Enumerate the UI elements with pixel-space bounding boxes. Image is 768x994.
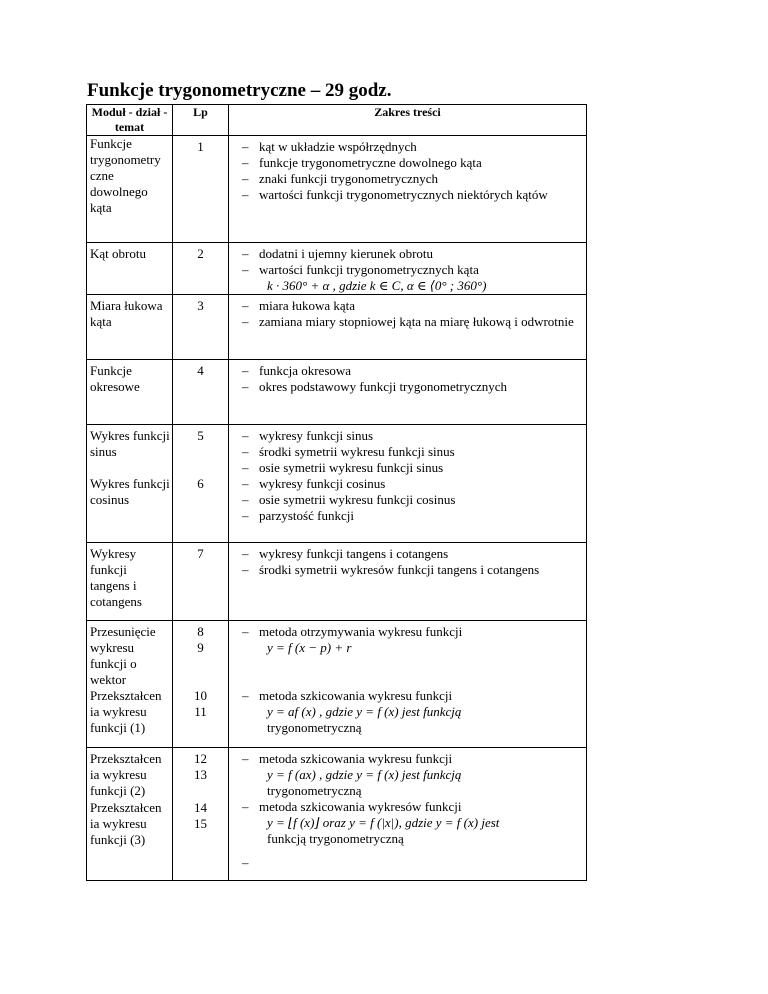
list-item: – funkcje trygonometryczne dowolnego kąta	[229, 155, 586, 171]
list-item: – wartości funkcji trygonometrycznych niektórych kątów	[229, 187, 586, 203]
scope-cell	[229, 621, 587, 748]
list-item: – metoda szkicowania wykresu funkcji y = f (ax) , gdzie y = f (x) jest funkcją trygonometryczną	[229, 751, 586, 799]
list-item: – parzystość funkcji	[229, 508, 586, 524]
topic-cell: Miara łukowa kąta	[87, 295, 173, 360]
formula: y = f (x − p) + r	[267, 640, 352, 655]
topic-cell: Wykresy funkcji tangens i cotangens	[87, 543, 173, 621]
list-item: – dodatni i ujemny kierunek obrotu	[229, 246, 586, 262]
scope-cell	[229, 136, 587, 243]
lp-cell: 1	[173, 136, 229, 243]
list-item: – metoda otrzymywania wykresu funkcji y = f (x − p) + r	[229, 624, 586, 656]
table-row	[87, 136, 587, 243]
table-row	[87, 295, 587, 360]
list-item: – funkcja okresowa	[229, 363, 586, 379]
list-item: – kąt w układzie współrzędnych	[229, 139, 586, 155]
table-row	[87, 748, 587, 881]
header-scope: Zakres treści	[229, 105, 587, 136]
lp-cell: 4	[173, 360, 229, 425]
table-row	[87, 360, 587, 425]
table-row	[87, 543, 587, 621]
lp-cell: 12 13 14 15	[173, 748, 229, 881]
list-item: – okres podstawowy funkcji trygonometrycznych	[229, 379, 586, 395]
lp-cell: 8 9 10 11	[173, 621, 229, 748]
syllabus-table	[86, 104, 587, 881]
lp-cell: 5 6	[173, 425, 229, 543]
list-item: – wykresy funkcji cosinus	[229, 476, 586, 492]
list-item: – środki symetrii wykresów funkcji tangens i cotangens	[229, 562, 586, 578]
formula: y = ⌊f (x)⌋ oraz y = f (|x|), gdzie y = f (x) jest	[267, 815, 500, 830]
scope-cell	[229, 543, 587, 621]
list-item: – osie symetrii wykresu funkcji cosinus	[229, 492, 586, 508]
topic-cell: Funkcje trygonometry czne dowolnego kąta	[87, 136, 173, 243]
scope-cell	[229, 360, 587, 425]
topic-cell: Wykres funkcji sinus Wykres funkcji cosinus	[87, 425, 173, 543]
formula: k · 360° + α , gdzie k ∈ C, α ∈ ⟨0° ; 360°)	[267, 278, 487, 293]
list-item: – środki symetrii wykresu funkcji sinus	[229, 444, 586, 460]
topic-cell: Przesunięcie wykresu funkcji o wektor Przekształcen ia wykresu funkcji (1)	[87, 621, 173, 748]
list-item: – metoda szkicowania wykresów funkcji y = ⌊f (x)⌋ oraz y = f (|x|), gdzie y = f (x) jest funkcją trygonometryczną	[229, 799, 586, 847]
lp-cell: 2	[173, 243, 229, 295]
list-item: – znaki funkcji trygonometrycznych	[229, 171, 586, 187]
header-topic: Moduł - dział -temat	[87, 105, 173, 136]
list-item: – miara łukowa kąta	[229, 298, 586, 314]
list-item: – wykresy funkcji tangens i cotangens	[229, 546, 586, 562]
table-header-row	[87, 105, 587, 136]
table-row	[87, 425, 587, 543]
lp-cell: 3	[173, 295, 229, 360]
scope-cell	[229, 295, 587, 360]
topic-cell: Kąt obrotu	[87, 243, 173, 295]
scope-cell	[229, 425, 587, 543]
table-row	[87, 621, 587, 748]
header-lp: Lp	[173, 105, 229, 136]
formula: y = f (ax) , gdzie y = f (x) jest funkcją	[267, 767, 462, 782]
scope-cell	[229, 243, 587, 295]
list-item: – zamiana miary stopniowej kąta na miarę łukową i odwrotnie	[229, 314, 586, 330]
list-item: – wykresy funkcji sinus	[229, 428, 586, 444]
lp-cell: 7	[173, 543, 229, 621]
list-item	[229, 855, 586, 871]
table-row	[87, 243, 587, 295]
topic-cell: Przekształcen ia wykresu funkcji (2) Przekształcen ia wykresu funkcji (3)	[87, 748, 173, 881]
list-item: – osie symetrii wykresu funkcji sinus	[229, 460, 586, 476]
list-item: – metoda szkicowania wykresu funkcji y = af (x) , gdzie y = f (x) jest funkcją trygonometryczną	[229, 688, 586, 736]
page-title: Funkcje trygonometryczne – 29 godz.	[87, 80, 392, 101]
topic-cell: Funkcje okresowe	[87, 360, 173, 425]
formula: y = af (x) , gdzie y = f (x) jest funkcją	[267, 704, 462, 719]
list-item: – wartości funkcji trygonometrycznych kąta	[229, 262, 586, 278]
scope-cell	[229, 748, 587, 881]
